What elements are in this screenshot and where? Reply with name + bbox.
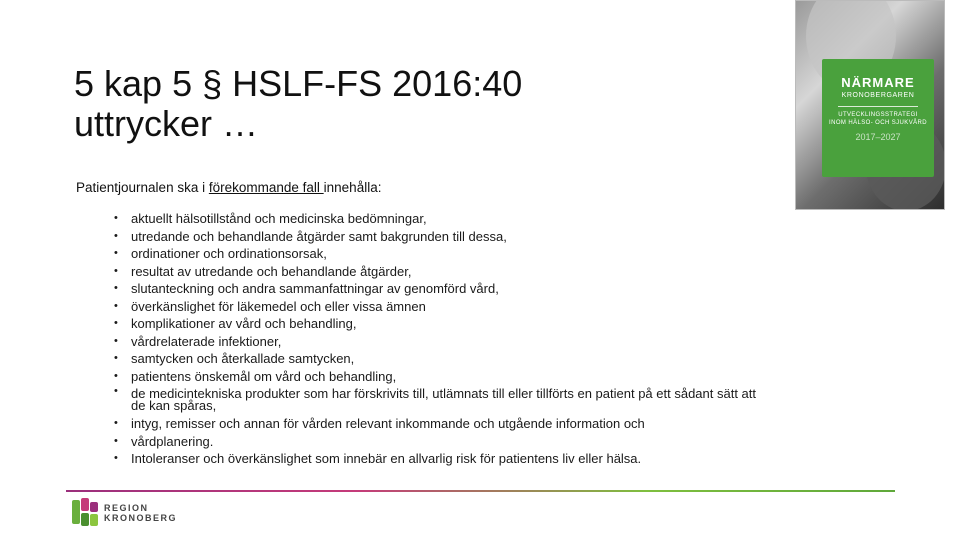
list-item	[114, 415, 774, 433]
list-item	[114, 210, 774, 228]
cover-green-box	[822, 59, 934, 177]
region-kronoberg-logo	[72, 498, 192, 530]
slide-title	[74, 64, 714, 144]
bullet-icon: •	[114, 434, 118, 447]
cover-strategy-line1: UTVECKLINGSSTRATEGI	[838, 112, 918, 118]
intro-prefix: Patientjournalen ska i	[76, 180, 209, 195]
list-item	[114, 450, 774, 468]
list-item	[114, 298, 774, 316]
list-item	[114, 385, 774, 415]
bullet-icon: •	[114, 229, 118, 242]
logo-text-line2: KRONOBERG	[104, 513, 178, 523]
intro-text	[76, 180, 381, 195]
intro-suffix: innehålla:	[323, 180, 382, 195]
strategy-cover-image	[795, 0, 945, 210]
bullet-icon: •	[114, 369, 118, 382]
bullet-icon: •	[114, 452, 118, 464]
intro-underlined: förekommande fall	[208, 180, 324, 195]
list-item-text: utredande och behandlande åtgärder samt bakgrunden till dessa,	[131, 228, 507, 244]
cover-divider	[838, 106, 918, 107]
list-item-text: slutanteckning och andra sammanfattningar av genomförd vård,	[131, 281, 499, 296]
list-item-text: överkänslighet för läkemedel och eller vissa ämnen	[131, 298, 426, 314]
list-item-text: resultat av utredande och behandlande åtgärder,	[131, 263, 412, 279]
list-item-text: vårdplanering.	[131, 433, 214, 449]
list-item	[114, 433, 774, 451]
cover-strategy-line2: INOM HÄLSO- OCH SJUKVÅRD	[829, 120, 927, 126]
bullet-icon: •	[114, 334, 118, 347]
cover-years: 2017–2027	[855, 132, 901, 142]
bullet-list	[114, 210, 774, 468]
list-item	[114, 315, 774, 333]
list-item-text: aktuellt hälsotillstånd och medicinska bedömningar,	[131, 211, 427, 226]
footer-divider	[66, 490, 895, 492]
bullet-icon: •	[114, 385, 118, 397]
region-logo-icon	[72, 498, 98, 526]
list-item	[114, 280, 774, 298]
list-item-text: komplikationer av vård och behandling,	[131, 316, 357, 331]
bullet-icon: •	[114, 264, 118, 277]
list-item-text: patientens önskemål om vård och behandling,	[131, 368, 397, 384]
list-item-text: de medicintekniska produkter som har förskrivits till, utlämnats till eller tillförts en patient på ett sådant sätt att de kan spåras,	[131, 386, 756, 413]
slide-title-line2: uttrycker …	[74, 103, 259, 144]
bullet-icon: •	[114, 247, 118, 259]
list-item-text: samtycken och återkallade samtycken,	[131, 351, 355, 366]
logo-text-line1: REGION	[104, 503, 149, 513]
bullet-icon: •	[114, 317, 118, 329]
bullet-icon: •	[114, 212, 118, 224]
list-item-text: intyg, remisser och annan för vården relevant inkommande och utgående information och	[131, 416, 645, 431]
list-item	[114, 350, 774, 368]
bullet-icon: •	[114, 352, 118, 364]
cover-title: NÄRMARE	[841, 75, 915, 90]
list-item-text: vårdrelaterade infektioner,	[131, 333, 282, 349]
list-item	[114, 333, 774, 351]
list-item-text: Intoleranser och överkänslighet som innebär en allvarlig risk för patientens liv eller hälsa.	[131, 451, 642, 466]
list-item	[114, 228, 774, 246]
list-item	[114, 263, 774, 281]
bullet-icon: •	[114, 282, 118, 294]
slide-title-line1: 5 kap 5 § HSLF-FS 2016:40	[74, 63, 523, 104]
list-item	[114, 368, 774, 386]
bullet-icon: •	[114, 417, 118, 429]
cover-subtitle: KRONOBERGAREN	[841, 92, 915, 99]
list-item-text: ordinationer och ordinationsorsak,	[131, 246, 327, 261]
bullet-icon: •	[114, 299, 118, 312]
list-item	[114, 245, 774, 263]
